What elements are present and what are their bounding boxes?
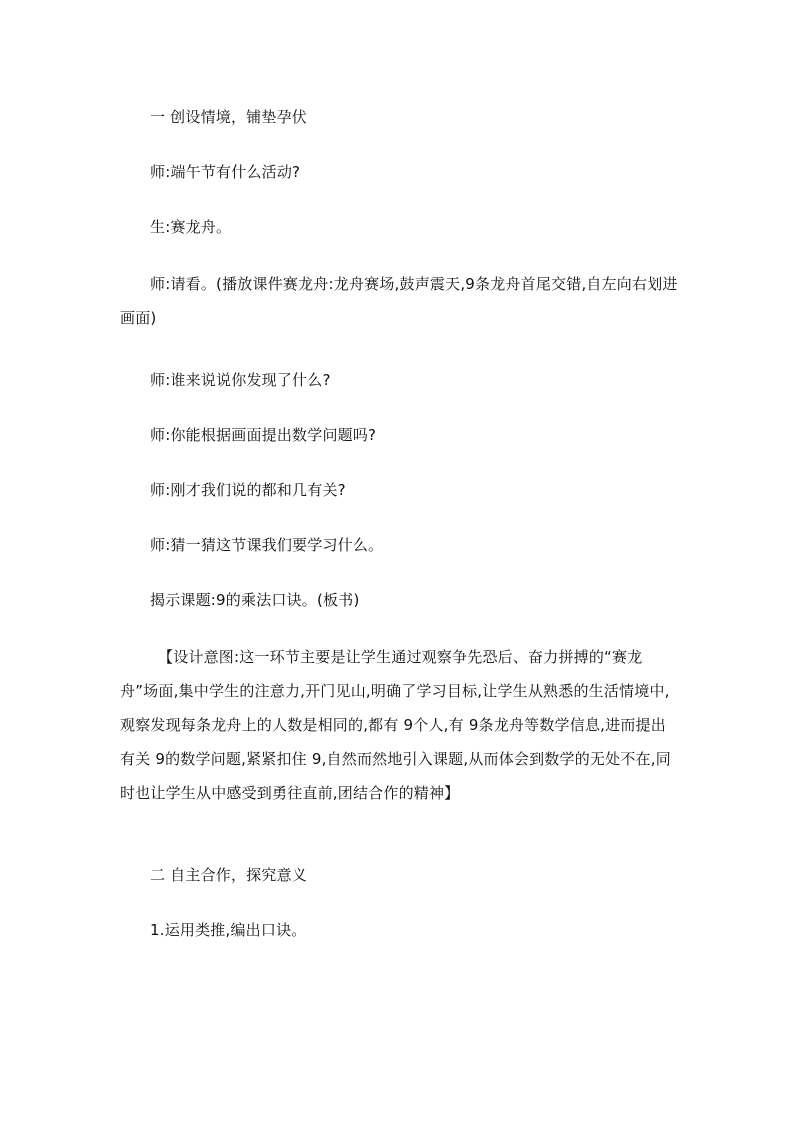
paragraph-teacher-question-4: 师:刚才我们说的都和几有关? [150,481,346,499]
paragraph-subsection-1: 1.运用类推,编出口诀。 [150,921,307,939]
paragraph-student-answer: 生:赛龙舟。 [150,218,232,236]
section-heading-2: 二 自主合作，探究意义 [150,866,307,884]
paragraph-teacher-question-3: 师:你能根据画面提出数学问题吗? [150,426,377,444]
section-heading-1: 一 创设情境，铺垫孕伏 [150,108,307,126]
paragraph-teacher-question-1: 师:端午节有什么活动? [150,163,301,181]
paragraph-teacher-show: 师:请看。(播放课件赛龙舟:龙舟赛场,鼓声震天,9条龙舟首尾交错,自左向右划进画面) [120,275,678,327]
paragraph-lesson-topic: 揭示课题:9的乘法口诀。(板书) [150,591,360,609]
paragraph-teacher-question-5: 师:猜一猜这节课我们要学习什么。 [150,536,384,554]
paragraph-teacher-question-2: 师:谁来说说你发现了什么? [150,371,331,389]
paragraph-design-intent: 【设计意图:这一环节主要是让学生通过观察争先恐后、奋力拼搏的“赛龙舟”场面,集中学生的注意力,开门见山,明确了学习目标,让学生从熟悉的生活情境中,观察发现每条龙舟上的人数是相同的,都有 9个人,有 9条龙舟等数学信息,进而提出有关 9的数学问题,紧紧扣住 9,自然而然地引入课题,从而体会到数学的无处不在,同时也让学生从中感受到勇往直前,团结合作的精神】 [120,648,671,802]
